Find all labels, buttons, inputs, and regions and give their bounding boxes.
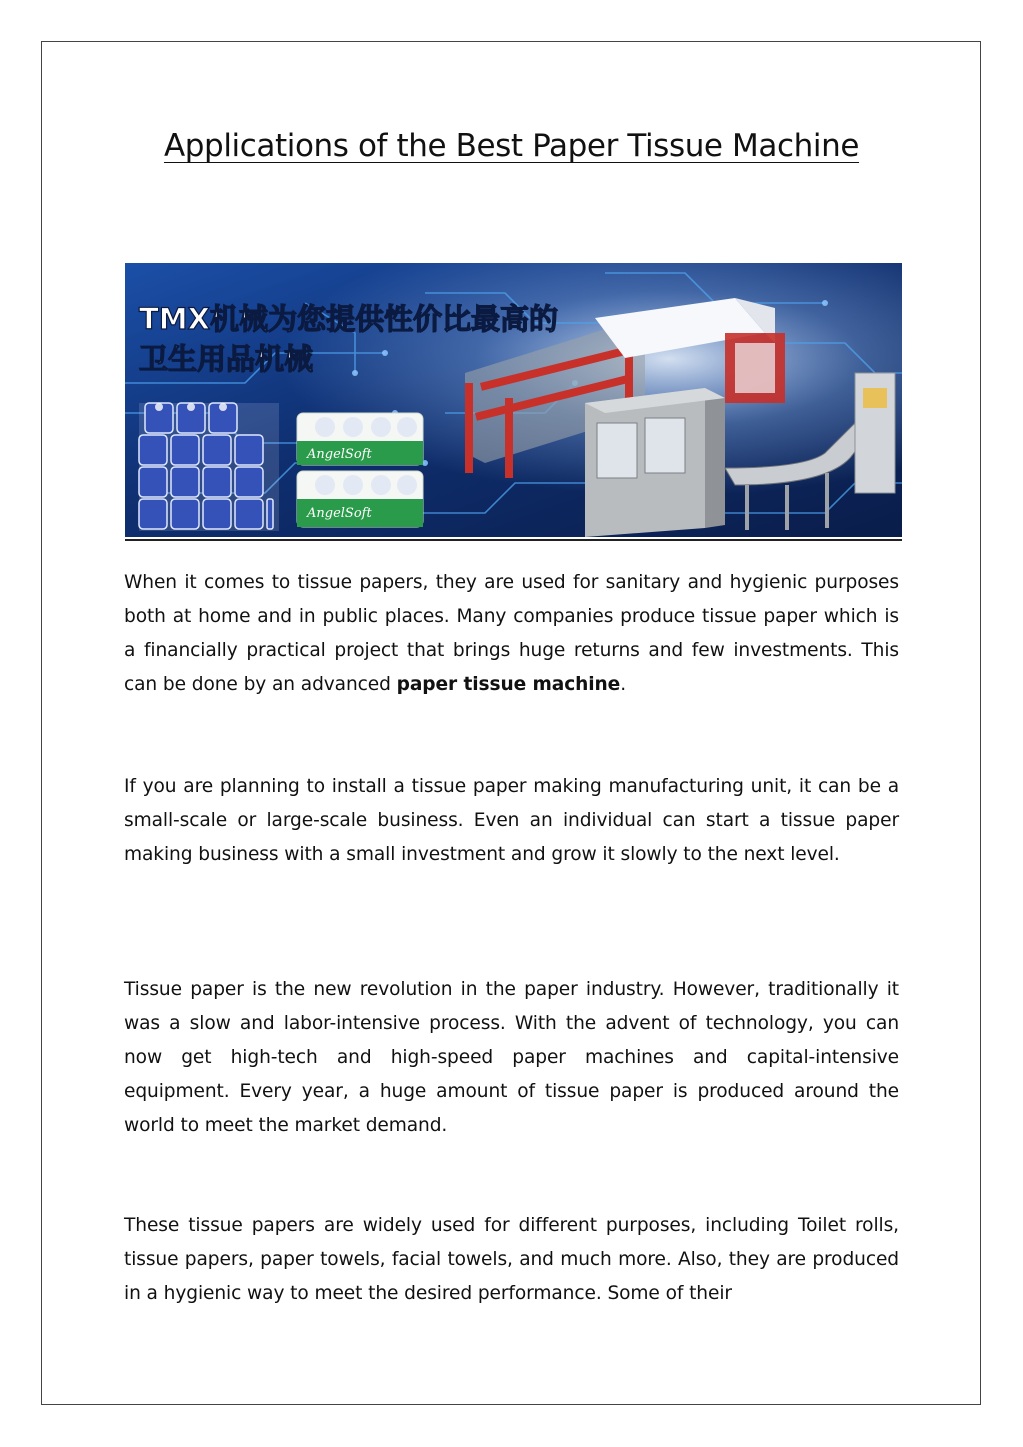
paragraph-1 (124, 566, 899, 702)
paragraph-2: If you are planning to install a tissue paper making manufacturing unit, it can be a small-scale or large-scale business. Even an individual can start a tissue paper making business with a small investment and grow it slowly to the next level. (124, 776, 899, 865)
banner-headline-line2: 卫生用品机械 (139, 342, 314, 376)
toilet-roll-stack (139, 403, 279, 531)
paper-tissue-machine-link: paper tissue machine (396, 674, 621, 695)
paragraph-1-end: . (620, 674, 626, 695)
pack-brand-label: AngelSoft (307, 447, 372, 462)
paragraph-1-text: When it comes to tissue papers, they are used for sanitary and hygienic purposes both at home and in public places. Many companies produce tissue paper which is a financially practical project that brings huge returns and few investments. This can be done by an advanced (124, 572, 899, 695)
document-title-text: Applications of the Best Paper Tissue Machine (163, 128, 860, 164)
banner-headline-line1: TMX机械为您提供性价比最高的 (139, 302, 558, 336)
page-border (41, 41, 981, 1405)
document-title (0, 128, 1023, 164)
pack-brand-label-2: AngelSoft (307, 506, 372, 521)
paragraph-3: Tissue paper is the new revolution in the paper industry. However, traditionally it was a slow and labor-intensive process. With the advent of technology, you can now get high-tech and high-speed paper machines and capital-intensive equipment. Every year, a huge amount of tissue paper is produced around the world to meet the market demand. (124, 979, 899, 1136)
paragraph-4: These tissue papers are widely used for different purposes, including Toilet rolls, tissue papers, paper towels, facial towels, and much more. Also, they are produced in a hygienic way to meet the desired performance. Some of their (124, 1215, 899, 1304)
banner-illustration (125, 263, 902, 537)
banner-image (125, 263, 902, 537)
banner-underline (125, 539, 902, 541)
